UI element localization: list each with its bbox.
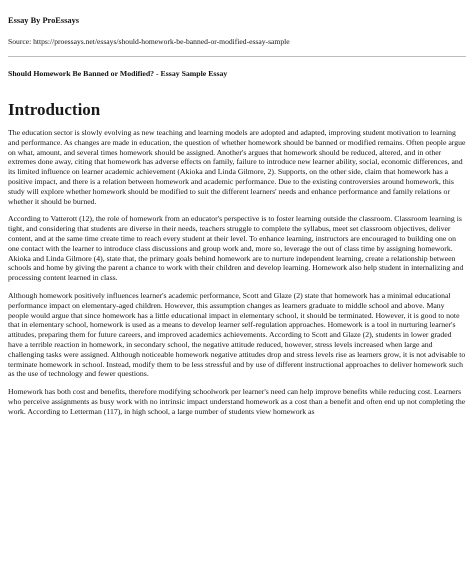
paragraph-3: Although homework positively influences learner's academic performance, Scott and Glaze (2) state that homework has a minimal educational performance impact on elementary-aged children. However, this assumption changes as learners graduate to middle school and above. Many people would argue that since homework has a little educational impact in elementary school, it should be terminated. However, it is good to note that in elementary school, homework is used as a means to develop learner self-regulation approaches. Homework is a tool in nurturing learner's attitudes, preparing them for future careers, and improved academics achievements. According to Scott and Glaze (2), students in lower graded have a terrible reaction in homework, in secondary school, the negative attitude reduced, however, stress levels increased when large and challenging tasks were assigned. Although noticeable homework negative attitudes drop and stress levels rise as learners grow, it is not advisable to terminate homework in school. Instead, modify them to be less stressful and by use of different instructional approaches to deliver homework such as the use of technology and fewer questions. [8,290,466,379]
document-page [8,0,466,425]
header-divider [8,56,466,57]
brand-title: Essay By ProEssays [8,16,80,25]
essay-body [8,128,466,417]
source-line: Source: https://proessays.net/essays/should-homework-be-banned-or-modified-essay-sample [8,37,290,46]
paragraph-2: According to Vatterott (12), the role of homework from an educator's perspective is to foster learning outside the classroom. Classroom learning is tight, and considering that students are diverse in their needs, teachers struggle to complete the syllabus, meet set classroom objectives, deliver content, and at the same time create time to reach every student at their level. To enhance learning, instructors are encouraged to building one on one contact with the learner to introduce class discussions and group work and, more so, leverage the out of class time by assigning homework. Akioka and Linda Gilmore (4), state that, the primary goals behind homework are to nurture independent learning, create a relationship between schools and home by giving the parent a chance to work with their children and develop learning. Homework also help student in internalizing and processing content learned in class. [8,214,464,283]
section-heading: Introduction [8,100,101,119]
paragraph-1: The education sector is slowly evolving as new teaching and learning models are adopted and adapted, improving student motivation to learning and performance. As changes are made in education, the question of whether homework should be banned or modified remains. Often people argue on what, amount, and several times homework should be assigned. Another's argues that homework should be reduced, altered, and in other extremes done away, citing that homework has adverse effects on family, failure to introduce new learner ability, social, economic differences, and its limited influence on learner academic achievement (Akioka and Linda Gilmore, 2). Supports, on the other side, claim that homework has a positive impact, and there is a relation between homework and academic performance. Due to the existing controversies around homework, this study will explore whether homework should be modified to suit the different learners' needs and enhance performance and family relations or whether it should be burned. [8,128,466,206]
paragraph-4: Homework has both cost and benefits, therefore modifying schoolwork per learner's need can help improve benefits while reducing cost. Learners who perceive assignments as busy work with no intrinsic impact understand homework as a cost than a benefit and often end up not completing the work. According to Letterman (117), in high school, a large number of students view homework as [8,387,466,416]
document-header [8,0,466,57]
essay-title: Should Homework Be Banned or Modified? - Essay Sample Essay [8,69,228,78]
